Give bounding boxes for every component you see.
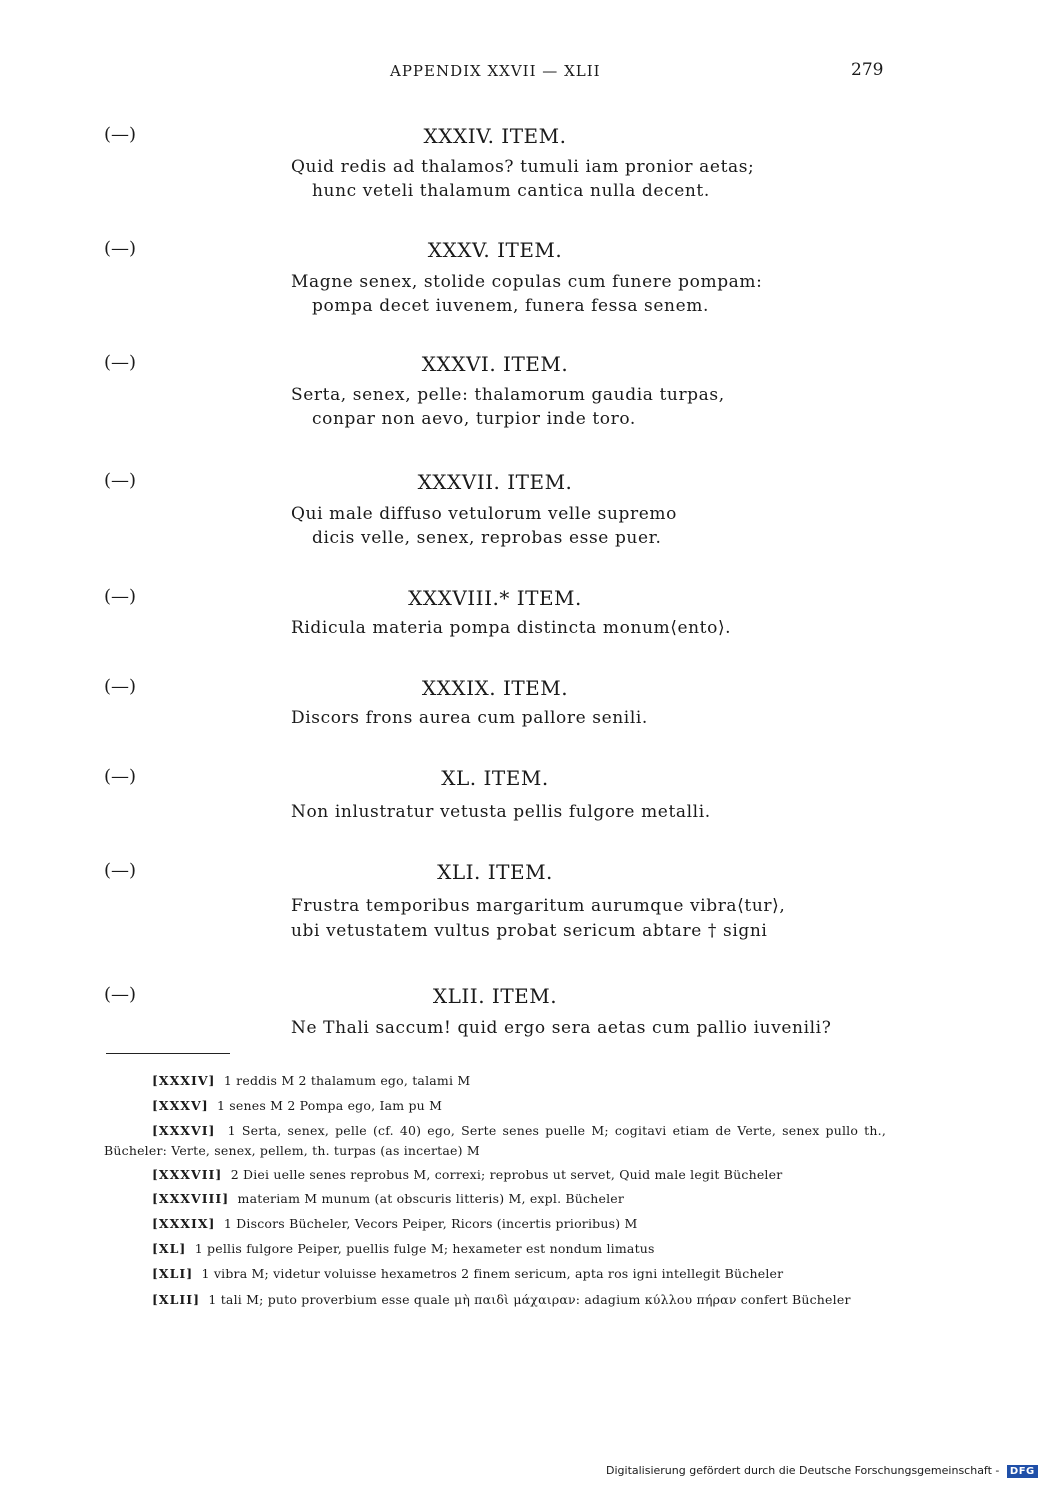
poem-line: dicis velle, senex, reprobas esse puer. xyxy=(312,528,662,548)
poem-line: ubi vetustatem vultus probat sericum abtare † signi xyxy=(291,921,768,941)
poem-marker: (—) xyxy=(104,352,137,373)
footer-text: Digitalisierung gefördert durch die Deutsche Forschungsgemeinschaft - xyxy=(606,1464,1000,1477)
apparatus-note xyxy=(104,1165,886,1185)
note-ref: [XL] xyxy=(152,1241,187,1256)
note-ref: [XLI] xyxy=(152,1266,194,1281)
poem-line: Discors frons aurea cum pallore senili. xyxy=(291,708,648,728)
poem-marker: (—) xyxy=(104,124,137,145)
poem-heading: XXXVII. ITEM. xyxy=(417,470,573,494)
poem-heading: XXXIX. ITEM. xyxy=(421,676,569,700)
running-head xyxy=(0,62,1000,84)
poem-heading: XXXVI. ITEM. xyxy=(421,352,569,376)
note-ref: [XXXV] xyxy=(152,1098,209,1113)
note-ref: [XXXIV] xyxy=(152,1073,216,1088)
poem-line: conpar non aevo, turpior inde toro. xyxy=(312,409,636,429)
poem-line: Magne senex, stolide copulas cum funere pompam: xyxy=(291,272,763,292)
poem-heading: XL. ITEM. xyxy=(441,766,549,790)
poem-marker: (—) xyxy=(104,586,137,607)
apparatus-note xyxy=(104,1214,886,1234)
poem-line: Ridicula materia pompa distincta monum⟨ento⟩. xyxy=(291,618,732,638)
note-text: 1 senes M 2 Pompa ego, Iam pu M xyxy=(216,1098,443,1113)
apparatus-note xyxy=(104,1239,886,1259)
poem-marker: (—) xyxy=(104,470,137,491)
poem-line: hunc veteli thalamum cantica nulla decent. xyxy=(312,181,710,201)
running-title: APPENDIX XXVII — XLII xyxy=(390,62,601,80)
poem-line: Ne Thali saccum! quid ergo sera aetas cum pallio iuvenili? xyxy=(291,1018,832,1038)
poem-line: Non inlustratur vetusta pellis fulgore metalli. xyxy=(291,802,711,822)
poem-marker: (—) xyxy=(104,238,137,259)
note-text: 1 Serta, senex, pelle (cf. 40) ego, Serte senes puelle M; cogitavi etiam de Verte, senex pullo th., Bücheler: Verte, senex, pellem, th. turpas (as incertae) M xyxy=(104,1123,886,1158)
apparatus-note xyxy=(104,1096,886,1116)
poem-line: Frustra temporibus margaritum aurumque vibra⟨tur⟩, xyxy=(291,896,786,916)
note-text: 1 tali M; puto proverbium esse quale μὴ παιδὶ μάχαιραν: adagium κύλλου πήραν confert Bücheler xyxy=(208,1292,851,1307)
poem-marker: (—) xyxy=(104,676,137,697)
apparatus-note xyxy=(104,1121,886,1161)
note-ref: [XXXVIII] xyxy=(152,1191,230,1206)
poem-marker: (—) xyxy=(104,766,137,787)
apparatus-note xyxy=(104,1264,886,1284)
note-text: 1 vibra M; videtur voluisse hexametros 2 finem sericum, apta ros igni intellegit Bücheler xyxy=(201,1266,784,1281)
poem-line: pompa decet iuvenem, funera fessa senem. xyxy=(312,296,709,316)
poem-marker: (—) xyxy=(104,984,137,1005)
note-text: 2 Diei uelle senes reprobus M, correxi; reprobus ut servet, Quid male legit Bücheler xyxy=(230,1167,783,1182)
note-text: 1 reddis M 2 thalamum ego, talami M xyxy=(223,1073,471,1088)
dfg-logo: DFG xyxy=(1007,1465,1038,1478)
poem-line: Serta, senex, pelle: thalamorum gaudia turpas, xyxy=(291,385,725,405)
note-text: 1 pellis fulgore Peiper, puellis fulge M; hexameter est nondum limatus xyxy=(194,1241,655,1256)
poem-heading: XLII. ITEM. xyxy=(432,984,558,1008)
note-text: 1 Discors Bücheler, Vecors Peiper, Ricors (incertis prioribus) M xyxy=(223,1216,638,1231)
poem-line: Quid redis ad thalamos? tumuli iam pronior aetas; xyxy=(291,157,755,177)
poem-heading: XXXIV. ITEM. xyxy=(423,124,567,148)
note-ref: [XXXVI] xyxy=(152,1123,216,1138)
digitization-footer xyxy=(606,1464,1038,1478)
page-number: 279 xyxy=(851,60,884,80)
poem-marker: (—) xyxy=(104,860,137,881)
note-ref: [XXXVII] xyxy=(152,1167,223,1182)
apparatus-note xyxy=(104,1071,886,1091)
note-text: materiam M munum (at obscuris litteris) M, expl. Bücheler xyxy=(237,1191,625,1206)
poem-heading: XXXVIII.* ITEM. xyxy=(408,586,582,610)
poem-heading: XXXV. ITEM. xyxy=(427,238,563,262)
apparatus-note xyxy=(104,1189,886,1209)
apparatus-note xyxy=(104,1290,886,1310)
note-ref: [XXXIX] xyxy=(152,1216,216,1231)
poem-line: Qui male diffuso vetulorum velle supremo xyxy=(291,504,677,524)
note-ref: [XLII] xyxy=(152,1292,201,1307)
poem-heading: XLI. ITEM. xyxy=(437,860,553,884)
footnote-rule xyxy=(106,1053,230,1054)
